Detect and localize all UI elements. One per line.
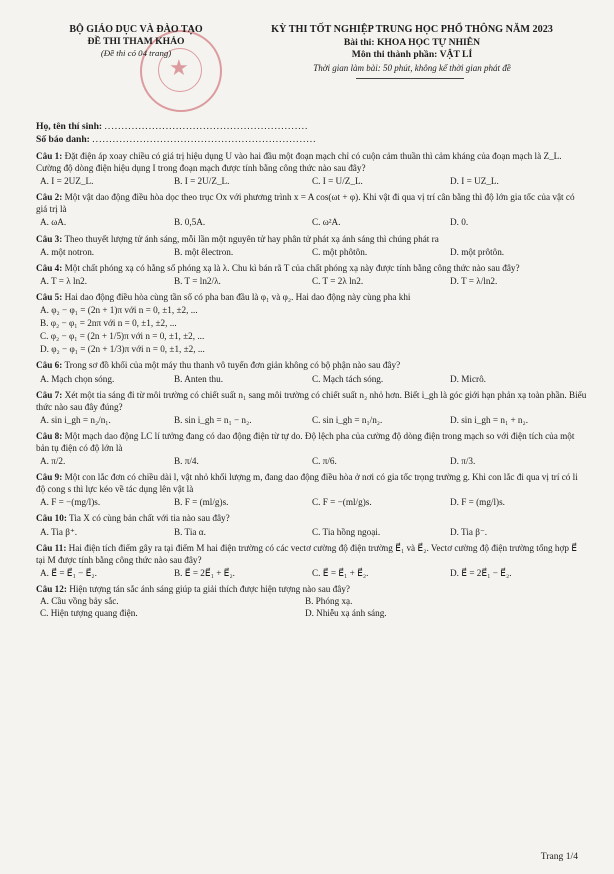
option: D. Micrô. xyxy=(450,373,486,384)
option: B. một êlectron. xyxy=(174,246,234,257)
question: Câu 12: Hiện tượng tán sắc ánh sáng giúp ta giải thích được hiện tượng nào sau đây? xyxy=(36,583,351,594)
option: B. E⃗ = 2E⃗₁ + E⃗₂. xyxy=(174,567,235,578)
option: D. Tia β⁻. xyxy=(450,526,488,537)
option: A. ωA. xyxy=(40,217,67,228)
question: Câu 8: Một mạch dao động LC lí tưởng đang có dao động điện từ tự do. Độ lệch pha của cường độ dòng điện trong mạch so với điện tích của một bản tụ điện có độ lớn là xyxy=(36,430,575,453)
answer-options xyxy=(36,246,588,258)
option: B. T = ln2/λ. xyxy=(174,275,221,286)
question: Câu 3: Theo thuyết lượng tử ánh sáng, mỗi lần một nguyên tử hay phân tử phát xạ ánh sáng thì chúng phát ra xyxy=(36,233,439,244)
answer-options xyxy=(36,607,588,619)
option: B. Tia α. xyxy=(174,526,206,537)
option: D. E⃗ = 2E⃗₁ − E⃗₂. xyxy=(450,567,512,578)
option: C. một phôtôn. xyxy=(312,246,368,257)
option: C. T = 2λ ln2. xyxy=(312,275,364,286)
option: A. Tia β⁺. xyxy=(40,526,78,537)
option: C. E⃗ = E⃗₁ + E⃗₂. xyxy=(312,567,369,578)
candidate-id-dots: .................................................................. xyxy=(92,134,317,145)
option: B. I = 2U/Z_L. xyxy=(174,176,230,187)
question: Câu 10: Tia X có cùng bản chất với tia nào sau đây? xyxy=(36,513,230,524)
header-divider xyxy=(356,78,464,79)
option: B. Phóng xạ. xyxy=(304,596,353,606)
option: B. Anten thu. xyxy=(174,373,224,384)
answer-options xyxy=(36,567,588,579)
option: A. một notron. xyxy=(40,246,95,257)
question: Câu 7: Xét một tia sáng đi từ môi trường có chiết suất n₁ sang môi trường có chiết suất n₂ nhỏ hơn. Biết i_gh là góc giới hạn phản xạ toàn phần. Biểu thức nào sau đây đúng? xyxy=(36,389,587,412)
page-count-note: (Đề thi có 04 trang) xyxy=(100,48,172,58)
header-right xyxy=(238,24,586,74)
option: C. Mạch tách sóng. xyxy=(312,373,384,384)
option: A. φ₂ − φ₁ = (2n + 1)π với n = 0, ±1, ±2, ... xyxy=(40,305,198,316)
option: C. sin i_gh = n₁/n₂. xyxy=(312,414,383,425)
option: C. Tia hồng ngoại. xyxy=(312,526,381,537)
option: C. π/6. xyxy=(312,456,337,467)
option: C. I = U/Z_L. xyxy=(312,176,363,187)
candidate-name-line xyxy=(36,121,308,132)
question: Câu 2: Một vật dao động điều hòa dọc theo trục Ox với phương trình x = A cos(ωt + φ). Khi vật đi qua vị trí cân bằng thì độ lớn gia tốc của vật có giá trị là xyxy=(36,192,575,215)
option: A. I = 2UZ_L. xyxy=(40,176,94,187)
page-number: Trang 1/4 xyxy=(540,851,578,862)
answer-options xyxy=(36,526,588,538)
option: B. F = (ml/g)s. xyxy=(174,497,229,508)
subject-group: Bài thi: KHOA HỌC TỰ NHIÊN xyxy=(343,36,481,48)
option: B. π/4. xyxy=(174,456,199,467)
option: A. π/2. xyxy=(40,456,66,467)
option: C. φ₂ − φ₁ = (2n + 1/5)π với n = 0, ±1, ±2, ... xyxy=(40,331,205,342)
option: A. E⃗ = E⃗₁ − E⃗₂. xyxy=(40,567,97,578)
answer-options xyxy=(36,455,588,467)
question: Câu 4: Một chất phóng xạ có hằng số phóng xạ là λ. Chu kì bán rã T của chất phóng xạ này được tính bằng công thức nào sau đây? xyxy=(36,262,520,273)
paper-type: ĐỀ THI THAM KHẢO xyxy=(87,36,185,47)
official-seal-stamp: ★ xyxy=(140,30,222,112)
answer-options xyxy=(36,373,588,385)
option: D. I = UZ_L. xyxy=(450,176,499,187)
option: D. sin i_gh = n₁ + n₂. xyxy=(450,414,529,425)
candidate-id-line xyxy=(36,134,317,145)
time-limit: Thời gian làm bài: 50 phút, không kể thời gian phát đề xyxy=(313,62,511,73)
candidate-name-label: Họ, tên thí sinh: xyxy=(36,121,103,132)
option: D. φ₂ − φ₁ = (2n + 1/3)π với n = 0, ±1, ±2, ... xyxy=(40,344,205,355)
answer-options xyxy=(36,595,588,607)
option: C. ω²A. xyxy=(312,217,341,228)
option: B. φ₂ − φ₁ = 2nπ với n = 0, ±1, ±2, ... xyxy=(40,318,177,329)
question: Câu 5: Hai dao động điều hòa cùng tần số có pha ban đầu là φ₁ và φ₂. Hai dao động này cùng pha khi xyxy=(36,291,411,302)
question: Câu 1: Đặt điện áp xoay chiều có giá trị hiệu dụng U vào hai đầu một đoạn mạch chỉ có cuộn cảm thuần thì cảm kháng của đoạn mạch là Z_L. Cường độ dòng điện hiệu dụng I trong đoạn mạch được tính bằng công thức nào sau đây? xyxy=(36,151,562,174)
option: A. F = −(mg/l)s. xyxy=(40,497,101,508)
option: B. 0,5A. xyxy=(174,217,206,228)
option: D. 0. xyxy=(450,217,469,228)
option: A. Cầu vồng bảy sắc. xyxy=(40,596,119,606)
header-left xyxy=(36,24,236,58)
option: D. π/3. xyxy=(450,456,476,467)
ministry-name: BỘ GIÁO DỤC VÀ ĐÀO TẠO xyxy=(69,24,203,35)
option: A. Mạch chọn sóng. xyxy=(40,373,115,384)
candidate-id-label: Số báo danh: xyxy=(36,134,90,145)
question: Câu 9: Một con lắc đơn có chiều dài l, vật nhỏ khối lượng m, đang dao động điều hòa ở nơi có gia tốc trọng trường g. Khi con lắc đi qua vị trí có li độ cong s thì lực kéo về tác dụng lên vật là xyxy=(36,472,578,495)
answer-options xyxy=(36,175,588,187)
question: Câu 6: Trong sơ đồ khối của một máy thu thanh vô tuyến đơn giản không có bộ phận nào sau đây? xyxy=(36,360,401,371)
option: D. T = λ/ln2. xyxy=(450,275,498,286)
candidate-name-dots: ............................................................ xyxy=(104,121,309,132)
answer-options xyxy=(36,275,588,287)
option: A. T = λ ln2. xyxy=(40,275,88,286)
option: D. Nhiễu xạ ánh sáng. xyxy=(304,608,387,619)
option: C. Hiện tượng quang điện. xyxy=(40,608,138,619)
option: B. sin i_gh = n₁ − n₂. xyxy=(174,414,252,425)
option: D. F = (mg/l)s. xyxy=(450,497,505,508)
answer-options xyxy=(36,216,588,228)
exam-title: KỲ THI TỐT NGHIỆP TRUNG HỌC PHỔ THÔNG NĂM 2023 xyxy=(271,24,553,35)
question: Câu 11: Hai điện tích điểm gây ra tại điểm M hai điện trường có các vectơ cường độ điện trường E⃗₁ và E⃗₂. Vectơ cường độ điện trường tổng hợp E⃗ tại M được tính bằng công thức nào sau đây? xyxy=(36,542,578,565)
questions-body xyxy=(36,150,588,619)
answer-options xyxy=(36,414,588,426)
option: C. F = −(ml/g)s. xyxy=(312,497,372,508)
subject-name: Môn thi thành phần: VẬT LÍ xyxy=(351,49,473,61)
answer-options xyxy=(36,496,588,508)
option: A. sin i_gh = n₂/n₁. xyxy=(40,414,111,425)
option: D. một prôtôn. xyxy=(450,246,505,257)
